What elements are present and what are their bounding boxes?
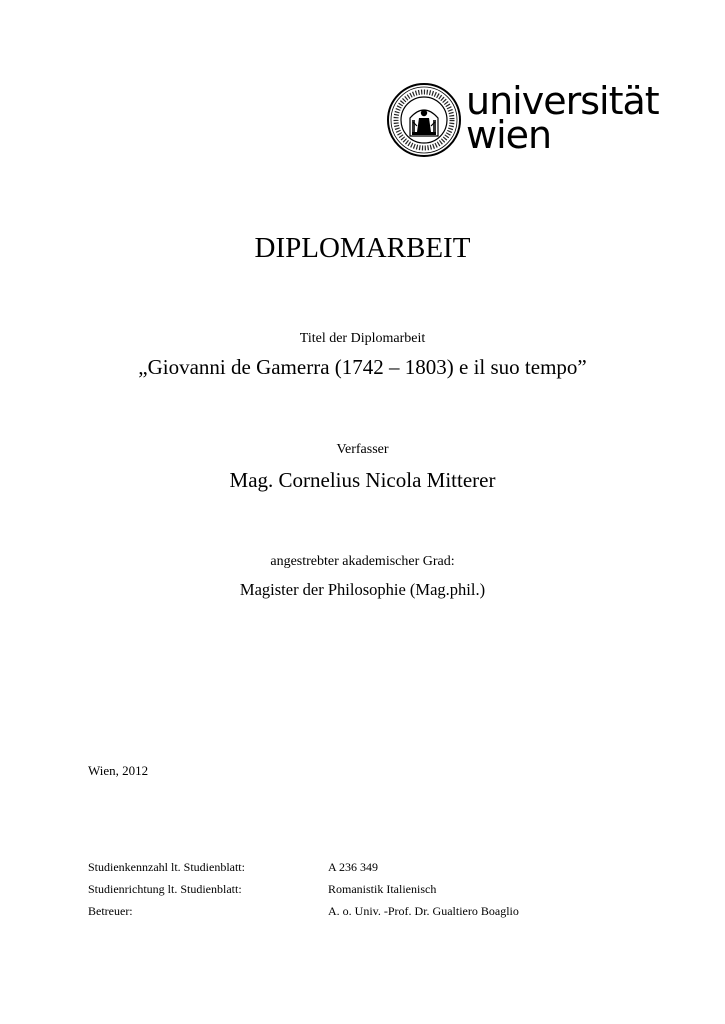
study-code-label: Studienkennzahl lt. Studienblatt: bbox=[88, 860, 245, 874]
wordmark-line-1: universität bbox=[466, 79, 659, 123]
study-field-label: Studienrichtung lt. Studienblatt: bbox=[88, 882, 242, 896]
wordmark-line-2: wien bbox=[466, 113, 552, 157]
degree-name: Magister der Philosophie (Mag.phil.) bbox=[239, 580, 486, 599]
author-name: Mag. Cornelius Nicola Mitterer bbox=[229, 468, 496, 492]
author-label: Verfasser bbox=[336, 442, 389, 457]
place-year: Wien, 2012 bbox=[88, 763, 149, 778]
thesis-title: „Giovanni de Gamerra (1742 – 1803) e il suo tempo” bbox=[138, 355, 587, 379]
table-row bbox=[88, 882, 648, 904]
thesis-label: Titel der Diplomarbeit bbox=[299, 331, 426, 346]
study-field-value: Romanistik Italienisch bbox=[328, 882, 437, 896]
university-wordmark bbox=[466, 79, 659, 157]
supervisor-label: Betreuer: bbox=[88, 904, 133, 918]
table-row bbox=[88, 860, 648, 882]
supervisor-value: A. o. Univ. -Prof. Dr. Gualtiero Boaglio bbox=[328, 904, 519, 918]
study-code-value: A 236 349 bbox=[328, 860, 379, 874]
table-row bbox=[88, 904, 648, 926]
university-seal-icon bbox=[386, 82, 462, 158]
document-title: DIPLOMARBEIT bbox=[254, 232, 471, 264]
university-logo bbox=[386, 79, 659, 160]
degree-label: angestrebter akademischer Grad: bbox=[270, 554, 455, 569]
study-info-table bbox=[88, 860, 648, 926]
